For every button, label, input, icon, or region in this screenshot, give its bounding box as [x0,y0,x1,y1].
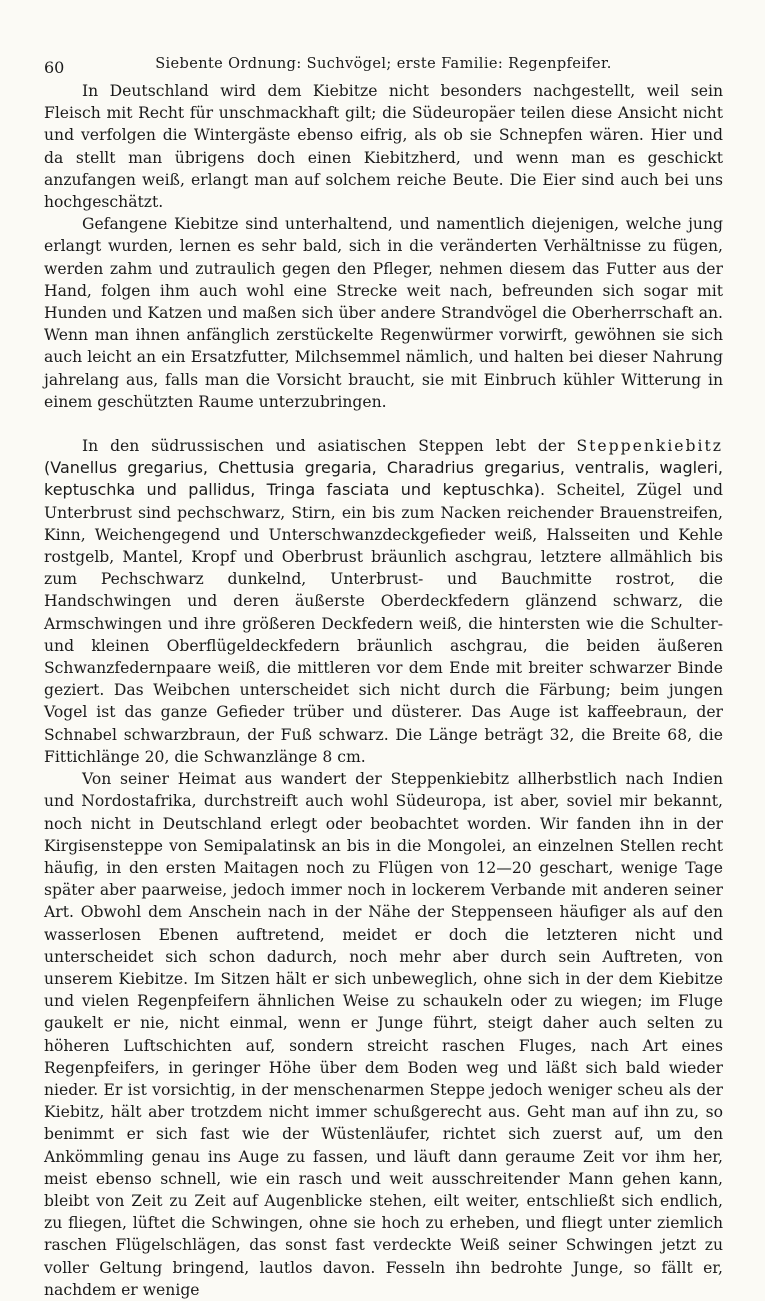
paragraph-steppenkiebitz-description [44,435,723,768]
paragraph-kiebitz-hunting: In Deutschland wird dem Kiebitze nicht besonders nachgestellt, weil sein Fleisch mit Recht für unschmackhaft gilt; die Südeuropäer teilen diese Ansicht nicht und verfolgen die Wintergäste ebenso eifrig, als ob sie Schnepfen wären. Hier und da stellt man übrigens doch einen Kiebitzherd, und wenn man es geschickt anzufangen weiß, erlangt man auf solchem reiche Beute. Die Eier sind auch bei uns hochgeschätzt. [44,82,723,212]
plumage-description: Scheitel, Zügel und Unterbrust sind pechschwarz, Stirn, ein bis zum Nacken reichender Brauenstreifen, Kinn, Weichengegend und Unterschwanzdeckgefieder weiß, Halsseiten und Kehle rostgelb, Mantel, Kropf und Oberbrust bräunlich aschgrau, letztere allmählich bis zum Pechschwarz dunkelnd, Unterbrust- und Bauchmitte rostrot, die Handschwingen und deren äußerste Oberdeckfedern glänzend schwarz, die Armschwingen und ihre größeren Deckfedern weiß, die hintersten wie die Schulter- und kleinen Oberflügeldeckfedern bräunlich aschgrau, die beiden äußeren Schwanzfedernpaare weiß, die mittleren vor dem Ende mit breiter schwarzer Binde geziert. Das Weibchen unterscheidet sich nicht durch die Färbung; beim jungen Vogel ist das ganze Gefieder trüber und düsterer. Das Auge ist kaffeebraun, der Schnabel schwarzbraun, der Fuß schwarz. Die Länge beträgt 32, die Breite 68, die Fittichlänge 20, die Schwanzlänge 8 cm. [44,481,723,766]
paragraph-range-and-behavior: Von seiner Heimat aus wandert der Steppenkiebitz allherbstlich nach Indien und Nordostafrika, durchstreift auch wohl Südeuropa, ist aber, soviel mir bekannt, noch nicht in Deutschland erlegt oder beobachtet worden. Wir fanden ihn in der Kirgisensteppe von Semipalatinsk an bis in die Mongolei, an einzelnen Stellen recht häufig, in den ersten Maitagen noch zu Flügen von 12—20 geschart, wenige Tage später aber paarweise, jedoch immer noch in lockerem Verbande mit anderen seiner Art. Obwohl dem Anschein nach in der Nähe der Steppenseen häufiger als auf den wasserlosen Ebenen auftretend, meidet er doch die letzteren nicht und unterscheidet sich schon dadurch, noch mehr aber durch sein Auftreten, von unserem Kiebitze. Im Sitzen hält er sich unbeweglich, ohne sich in der dem Kiebitze und vielen Regenpfeifern ähnlichen Weise zu schaukeln oder zu wiegen; im Fluge gaukelt er nie, nicht einmal, wenn er Junge führt, steigt daher auch selten zu höheren Luftschichten auf, sondern streicht raschen Fluges, nach Art eines Regenpfeifers, in geringer Höhe über dem Boden weg und läßt sich bald wieder nieder. Er ist vorsichtig, in der menschenarmen Steppe jedoch weniger scheu als der Kiebitz, hält aber trotzdem nicht immer schußgerecht aus. Geht man auf ihn zu, so benimmt er sich fast wie der Wüstenläufer, richtet sich zuerst auf, um den Ankömmling genau ins Auge zu fassen, und läuft dann geraume Zeit vor ihm her, meist ebenso schnell, wie ein rasch und weit ausschreitender Mann gehen kann, bleibt von Zeit zu Zeit auf Augenblicke stehen, eilt weiter, entschließt sich endlich, zu fliegen, lüftet die Schwingen, ohne sie hoch zu erheben, und fliegt unter ziemlich raschen Flügelschlägen, das sonst fast verdeckte Weiß seiner Schwingen jetzt zu voller Geltung bringend, lautlos davon. Fesseln ihn bedrohte Junge, so fällt er, nachdem er wenige [44,770,723,1299]
running-head: Siebente Ordnung: Suchvögel; erste Familie: Regenpfeifer. [155,56,612,72]
page-number: 60 [44,58,65,77]
species-name: Steppenkiebitz [576,437,723,456]
latin-synonyms: (Vanellus gregarius, Chettusia gregaria, Charadrius gregarius, ventralis, wagleri, keptuschka und pallidus, Tringa fasciata und keptuschka). [44,458,723,500]
section-gap [44,413,723,435]
paragraph-captive-kiebitz: Gefangene Kiebitze sind unterhaltend, und namentlich diejenigen, welche jung erlangt wurden, lernen es sehr bald, sich in die veränderten Verhältnisse zu fügen, werden zahm und zutraulich gegen den Pfleger, nehmen diesem das Futter aus der Hand, folgen ihm auch wohl eine Strecke weit nach, befreunden sich sogar mit Hunden und Katzen und maßen sich über andere Strandvögel die Oberherrschaft an. Wenn man ihnen anfänglich zerstückelte Regenwürmer vorwirft, gewöhnen sie sich auch leicht an ein Ersatzfutter, Milchsemmel nämlich, und halten bei dieser Nahrung jahrelang aus, falls man die Vorsicht braucht, sie mit Einbruch kühler Witterung in einem geschützten Raume unterzubringen. [44,215,723,411]
page-header [44,52,723,80]
intro-text: In den südrussischen und asiatischen Steppen lebt der [82,437,565,456]
